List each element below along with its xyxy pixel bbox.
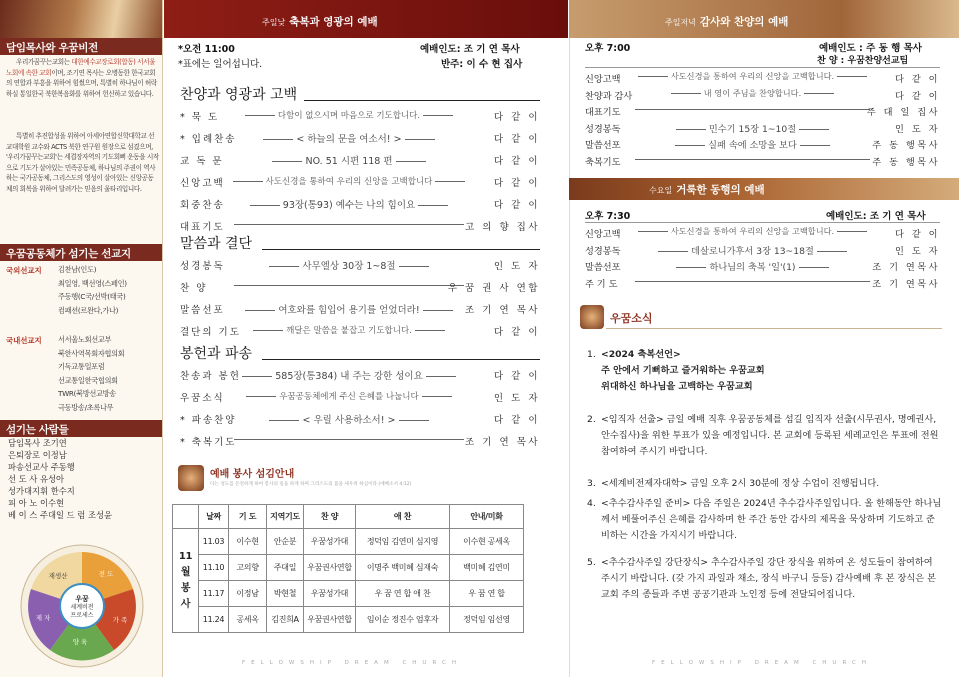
order-item-label: 말씀선포 [180,305,225,316]
order-item-label: * 파송찬양 [180,415,237,426]
order-item-content: 데살로니가후서 3장 13~18절 [629,243,876,257]
sunday-pm-title: 주일저녁 감사와 찬양의 예배 [665,16,789,28]
table-cell: 백미혜 김연미 [450,555,524,581]
news-logo-icon [580,305,604,329]
order-item-label: 대표기도 [180,222,225,233]
order-item-leader: 조 기 연목사 [872,278,940,290]
table-row [173,529,524,555]
order-item-leader: 다 같 이 [895,229,940,240]
order-item [180,368,540,382]
order-item [585,88,940,102]
order-item-content: NO. 51 시편 118 편 [228,153,470,167]
order-item-label: 찬 양 [180,283,208,294]
table-row [173,555,524,581]
order-item-label: 회중찬송 [180,200,225,211]
order-item [585,259,940,273]
order-item [585,276,940,290]
stand-note: *표에는 일어섭니다. [178,59,263,70]
order-item [585,154,940,168]
order-item-leader: 다 같 이 [493,371,540,382]
order-item-label: 성경봉독 [585,123,621,135]
order-item [180,258,540,272]
order-item [180,280,540,294]
sunday-pm-time: 오후 7:00 [585,43,631,54]
order-item-leader: 인 도 자 [493,261,540,272]
order-item [180,175,540,189]
wednesday-band [569,178,959,200]
order-item-leader: 다 같 이 [493,156,540,167]
order-item-content: 사도신경을 통하여 우리의 신앙을 고백합니다 [228,175,470,187]
order-item-content: 585장(통384) 내 주는 강한 성이요 [228,368,470,382]
section-title: 찬양과 영광과 고백 [180,87,298,103]
order-item [180,324,540,338]
wheel-label-evangelism: 전 도 [98,570,114,578]
order-item-leader: 다 같 이 [895,90,940,102]
wheel-label-nurture: 양 육 [72,638,88,646]
wheel-center-line1: 우꿈 [75,595,89,603]
col-guide: 안내/미화 [450,505,524,529]
wednesday-time: 오후 7:30 [585,211,631,222]
order-item-content [629,276,876,287]
order-item-leader: 다 같 이 [493,327,540,338]
order-item-leader: 주 동 행목사 [872,156,940,168]
domestic-label: 국내선교지 [6,336,42,345]
order-item [180,434,540,448]
servants-list: 담임목사 조기연 은퇴장로 이정남 파송선교사 주동행 선 도 사 유성아 성가대지휘 한수지 피 아 노 이수현 베 이 스 주대일 드 럼 조성윤 [8,438,112,520]
order-item [585,137,940,151]
table-cell: 11.10 [199,555,229,581]
order-item-label: 우꿈소식 [180,393,225,404]
order-item-content [629,104,876,115]
order-item-label: 찬송과 봉헌 [180,371,241,382]
col-praise: 찬 양 [304,505,356,529]
table-cell: 이수현 공세옥 [450,529,524,555]
order-item-leader: 조 기 연 목사 [465,305,540,316]
left-panel [0,0,163,677]
news-item: 1. <2024 축복선언> 주 안에서 기뻐하고 즐거워하는 우꿈교회 위대하신 하나님을 고백하는 우꿈교회 [587,349,765,392]
sunday-am-band [164,0,568,38]
order-item-content: 93장(통93) 예수는 나의 힘이요 [228,197,470,211]
overseas-list: 김찬남(인도) 최일영, 백선영(스페인) 주동행(C국/선박(태국) 컴패션(르완다,가나) [58,265,127,315]
order-item-label: 교 독 문 [180,156,224,167]
vision-paragraph-2: 특별히 추진합성을 위하여 아세아연합신학대학교 선교대학원 교수와 ACTS 북한 연구원 원장으로 섬겼으며, '우리가꿈꾸는교회'는 세겹장자역의 기도회뻐 운동을 시작으로 기도가 살아있는 민족공동체, 하나님의 주권이 역사하는 국가공동체, 그리스도의 영성이 살아있는 신앙공동체의 회복을 위하여 달려가는 믿음의 울타리입니다. [6,132,159,193]
order-item-label: 성경봉독 [180,261,225,272]
section-rule [262,249,540,250]
divider [585,67,940,68]
order-item-content: 사도신경을 통하여 우리의 신앙을 고백합니다. [629,226,876,237]
sunday-pm-leader: 예배인도 : 주 동 행 목사 [819,43,922,54]
section-rule [262,359,540,360]
volunteer-title: 예배 봉사 섬김안내 [210,469,295,480]
order-item-leader: 인 도 자 [895,245,940,257]
missions-heading: 우꿈공동체가 섬기는 선교지 [0,244,163,261]
wheel-label-reproduce: 재생산 [48,572,68,580]
order-item-content: 우꿈공동체에게 주신 은혜를 나눕니다 [228,390,470,402]
col-prayer: 기 도 [229,505,267,529]
order-item-leader: 주 대 일 집사 [866,107,940,118]
table-cell: 이명주 백미혜 심재숙 [356,555,450,581]
order-item-content: 깨달은 말씀을 붙잡고 기도합니다. [228,324,470,336]
news-title: 우꿈소식 [610,312,653,325]
order-item-label: 신앙고백 [585,229,621,240]
order-item-content: 민수기 15장 1~10절 [629,121,876,135]
order-item-content [228,280,470,291]
order-item [180,153,540,167]
overseas-label: 국외선교지 [6,266,42,275]
vision-paragraph-1: 우리가꿈꾸는교회는 대한예수교장로회(합동) 서서울노회에 속한 교회이며, 조기연 목사는 오병동한 한국교회의 연합과 부흥을 위하여 힘썼으며, 특별히 하나님이 허락하실 통일한국 북한복음화를 위하여 헌신하고 있습니다. [6,58,157,98]
news-item: 5. <추수감사주일 강단장식> 추수감사주일 강단 장식을 위하여 온 성도들이 참여하여 주시기 바랍니다. (갖 가지 과일과 채소, 장식 바구니 등등) 감사예배 후 본 장식은 본 교회 주의 종들과 주변 공공기관과 노인정 등에 전달되어집니다. [587,557,936,600]
order-item-leader: 다 같 이 [493,200,540,211]
month-cell [173,505,199,529]
divider [585,222,940,223]
order-item [180,302,540,316]
section-title: 말씀과 결단 [180,236,253,252]
order-item-leader: 다 같 이 [493,415,540,426]
order-item-content: 실패 속에 소망을 보다 [629,137,876,151]
order-item [585,121,940,135]
order-item-content: 여호와를 힘입어 용기를 얻었더라! [228,302,470,316]
col-date: 날짜 [199,505,229,529]
table-cell: 김진희A [267,607,304,633]
order-item-leader: 우 꿈 권 사 연합 [447,283,540,294]
order-item-content: 하나님의 축복 '일'(1) [629,259,876,273]
wheel-label-disciple: 제 자 [35,614,51,622]
order-item [180,197,540,211]
order-item-content: 사도신경을 통하여 우리의 신앙을 고백합니다. [629,71,876,82]
order-item-leader: 다 같 이 [895,74,940,85]
footer-left: FELLOWSHIP DREAM CHURCH [242,660,462,666]
order-item [180,219,540,233]
order-item [180,131,540,145]
footer-right: FELLOWSHIP DREAM CHURCH [652,660,872,666]
order-item-label: 찬양과 감사 [585,90,633,102]
order-item-content: 다함이 없으시며 마음으로 기도합니다. [228,109,470,121]
order-item-label: 신앙고백 [180,178,225,189]
order-item-leader: 조 기 연목사 [872,262,940,273]
order-item-label: 말씀선포 [585,262,621,273]
table-cell: 11.17 [199,581,229,607]
table-cell: 고의향 [229,555,267,581]
order-item [180,390,540,404]
order-item-content: 내 영이 주님을 찬양합니다. [629,88,876,99]
wednesday-title: 수요일 거룩한 동행의 예배 [649,184,765,196]
order-item-label: 결단의 기도 [180,327,241,338]
order-item-content: < 우릴 사용하소서! > [228,412,470,426]
news-item: 2. <임직자 선출> 금일 예배 직후 우꿈공동체를 섬길 임직자 선출(시무권사, 명예권사, 안수집사)을 위한 투표가 있을 예정입니다. 본 교회에 등록된 세례교인은 투표에 전원 참여하여 주시기 바랍니다. [587,414,939,457]
table-cell: 우꿈성가대 [304,581,356,607]
order-item-leader: 인 도 자 [895,123,940,135]
order-item-content [228,219,470,230]
month-label-cell: 11 월 봉 사 [173,529,199,633]
order-item-label: 대표기도 [585,107,621,118]
order-item-label: 신앙고백 [585,74,621,85]
section-title: 봉헌과 파송 [180,346,253,362]
header-photo [0,0,163,38]
order-item-content [228,434,470,445]
order-item [180,412,540,426]
order-item [180,109,540,123]
order-item-leader: 인 도 자 [493,393,540,404]
order-item [585,71,940,85]
order-item-leader: 주 동 행목사 [872,140,940,151]
order-item-label: 주 기 도 [585,278,618,290]
wheel-label-family: 가 족 [112,616,128,624]
table-cell: 우꿈권사연합 [304,555,356,581]
table-cell: 안순분 [267,529,304,555]
news-divider [606,328,942,329]
order-item-leader: 조 기 연 목사 [465,437,540,448]
table-cell: 우 꿈 연 합 애 찬 [356,581,450,607]
order-item-leader: 다 같 이 [493,178,540,189]
news-item: 4. <추수감사주일 준비> 다음 주일은 2024년 추수감사주일입니다. 올 한해동안 하나님께서 베풀어주신 은혜를 감사하며 한 주간 동안 감사의 제목을 묵상하며 기도하고 준비하는 시간을 가지시기 바랍니다. [587,498,942,541]
order-item-leader: 다 같 이 [493,134,540,145]
wednesday-leader: 예배인도: 조 기 연 목사 [826,211,926,222]
order-item [585,243,940,257]
volunteer-logo-icon [178,465,204,491]
table-cell: 공세옥 [229,607,267,633]
table-cell: 이수현 [229,529,267,555]
order-item-leader: 다 같 이 [493,112,540,123]
table-cell: 임이순 정진수 엄후자 [356,607,450,633]
col-meal: 애 찬 [356,505,450,529]
table-cell: 이정남 [229,581,267,607]
order-item-label: * 입례찬송 [180,134,237,145]
section-rule [304,100,540,101]
order-item [585,104,940,118]
table-row [173,581,524,607]
sunday-am-leader: 예배인도: 조 기 연 목사 [420,44,520,55]
servants-heading: 섬기는 사람들 [0,420,163,437]
order-item-label: 축복기도 [585,156,621,168]
sunday-am-accompanist: 반주: 이 수 현 집사 [441,59,523,70]
wheel-center-line3: 프로세스 [70,612,94,619]
order-item [585,226,940,240]
order-item-content: < 하늘의 문을 여소서! > [228,131,470,145]
table-cell: 우꿈성가대 [304,529,356,555]
table-cell: 우 꿈 연 합 [450,581,524,607]
sunday-pm-band [569,0,959,38]
pastor-vision-heading: 담임목사와 우꿈비전 [0,38,163,55]
volunteer-subtitle: 다는 성도를 온전하게 하여 봉사의 일을 하게 하며 그리스도의 몸을 세우려 하심이라 (에베소서 4:12) [210,482,412,487]
order-item-content [629,154,876,165]
order-item-leader: 고 의 향 집사 [465,222,540,233]
table-cell: 정덕임 김연미 심지영 [356,529,450,555]
wheel-center-line2: 세계비전 [70,604,94,611]
col-region-prayer: 지역기도 [267,505,304,529]
sunday-pm-praise: 찬 양 : 우꿈찬양선교팀 [817,56,909,66]
vision-wheel-diagram [20,544,144,668]
order-item-label: 성경봉독 [585,245,621,257]
news-item: 3. <세계비전제자대학> 금일 오후 2시 30분에 정상 수업이 진행됩니다. [587,478,880,489]
order-item-label: * 축복기도 [180,437,237,448]
sunday-am-title: 주일낮 축복과 영광의 예배 [262,16,378,28]
table-cell: 11.03 [199,529,229,555]
table-cell: 11.24 [199,607,229,633]
domestic-list: 서서울노회선교부 북한사역목회자협의회 기독교통일포럼 선교통일한국협의회 TWR(북방선교방송 극동방송/초록나무 [58,335,125,412]
table-row [173,607,524,633]
table-cell: 박현철 [267,581,304,607]
sunday-am-time: *오전 11:00 [178,44,235,55]
table-cell: 주대일 [267,555,304,581]
volunteer-table [172,504,524,633]
order-item-label: * 묵 도 [180,112,220,123]
order-item-label: 말씀선포 [585,140,621,151]
order-item-content: 사무엘상 30장 1~8절 [228,258,470,272]
table-cell: 우꿈권사연합 [304,607,356,633]
table-cell: 정덕임 임선영 [450,607,524,633]
